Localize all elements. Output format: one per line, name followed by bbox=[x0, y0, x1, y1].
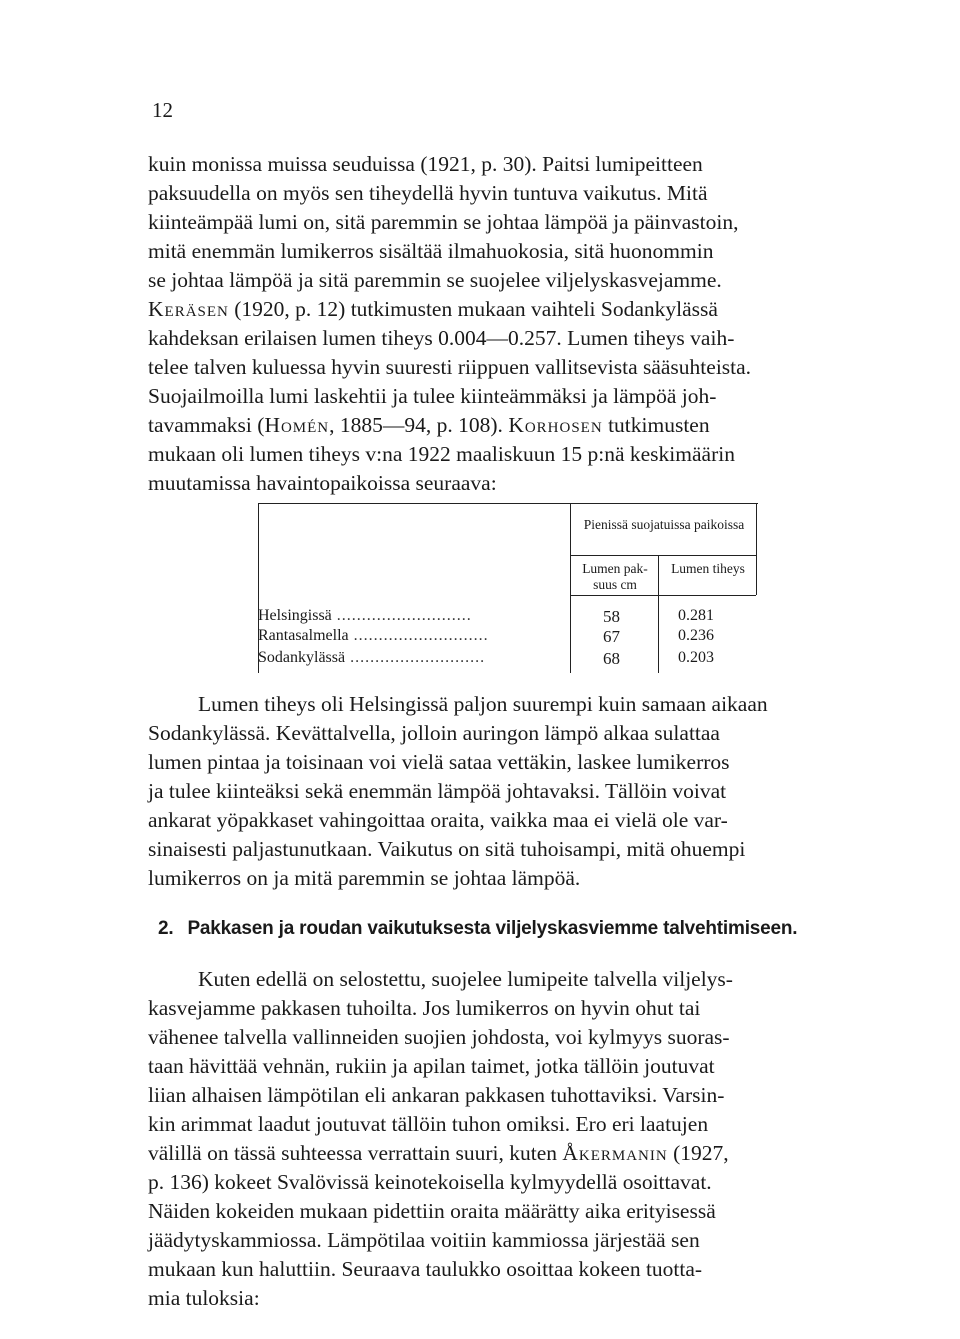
text-line bbox=[148, 295, 860, 324]
text-span: välillä on tässä suhteessa verrattain suuri, kuten bbox=[148, 1141, 563, 1165]
snow-density: 0.203 bbox=[678, 649, 714, 666]
paragraph-2 bbox=[148, 690, 860, 893]
text-line: p. 136) kokeet Svalövissä keinotekoisella kylmyydellä osoittavat. bbox=[148, 1170, 712, 1194]
table-top-rule bbox=[258, 503, 758, 504]
table-row: Sodankylässä ........................... 68 0.203 bbox=[258, 649, 758, 667]
table-header-rule bbox=[570, 595, 756, 596]
snow-density: 0.236 bbox=[678, 627, 714, 644]
author-name: Keräsen bbox=[148, 297, 229, 321]
text-line bbox=[148, 411, 860, 440]
table-group-header: Pienissä suojatuissa paikoissa bbox=[583, 517, 745, 532]
text-line: Suojailmoilla lumi laskehtii ja tulee kiinteämmäksi ja lämpöä joh- bbox=[148, 384, 717, 408]
text-line: Näiden kokeiden mukaan pidettiin oraita määrätty aika erityisessä bbox=[148, 1199, 716, 1223]
text-line: vähenee talvella vallinneiden suojien johdosta, voi kylmyys suoras- bbox=[148, 1025, 730, 1049]
text-span: tavammaksi ( bbox=[148, 413, 265, 437]
text-line: mia tuloksia: bbox=[148, 1286, 260, 1310]
text-line: kin arimmat laadut joutuvat tällöin tuhon omiksi. Ero eri laatujen bbox=[148, 1112, 709, 1136]
table-header-rule bbox=[570, 555, 756, 556]
text-line: Lumen tiheys oli Helsingissä paljon suurempi kuin samaan aikaan bbox=[198, 692, 768, 716]
place-name: Rantasalmella bbox=[258, 627, 349, 644]
text-line: kasvejamme pakkasen tuhoilta. Jos lumikerros on hyvin ohut tai bbox=[148, 996, 701, 1020]
text-line: lumikerros on ja mitä paremmin se johtaa lämpöä. bbox=[148, 866, 581, 890]
text-line: telee talven kuluessa hyvin suuresti riippuen vallitsevista sääsuhteista. bbox=[148, 355, 752, 379]
text-line: Kuten edellä on selostettu, suojelee lumipeite talvella viljelys- bbox=[198, 967, 733, 991]
section-heading bbox=[158, 918, 858, 940]
paragraph-1 bbox=[148, 150, 860, 498]
text-line: sinaisesti paljastunutkaan. Vaikutus on sitä tuhoisampi, mitä ohuempi bbox=[148, 837, 746, 861]
text-span: (1927, bbox=[667, 1141, 729, 1165]
text-line: kiinteämpää lumi on, sitä paremmin se johtaa lämpöä ja päinvastoin, bbox=[148, 210, 739, 234]
snow-density: 0.281 bbox=[678, 607, 714, 624]
author-name: Homén bbox=[264, 413, 330, 437]
table-right-rule bbox=[756, 503, 757, 595]
text-span: , 1885—94, p. 108). bbox=[329, 413, 509, 437]
text-line: kuin monissa muissa seuduissa (1921, p. 30). Paitsi lumipeitteen bbox=[148, 152, 703, 176]
text-line: jäädytyskammiossa. Lämpötilaa voitiin kammiossa järjestää sen bbox=[148, 1228, 700, 1252]
text-line: mitä enemmän lumikerros sisältää ilmahuokosia, sitä huonommin bbox=[148, 239, 714, 263]
text-line: kahdeksan erilaisen lumen tiheys 0.004—0.257. Lumen tiheys vaih- bbox=[148, 326, 735, 350]
text-line: liian alhaisen lämpötilan eli ankaran pakkasen tuhottaviksi. Varsin- bbox=[148, 1083, 725, 1107]
snow-density-table bbox=[258, 503, 758, 673]
text-line: ja tulee kiinteäksi sekä enemmän lämpöä johtavaksi. Tällöin voivat bbox=[148, 779, 727, 803]
text-line: se johtaa lämpöä ja sitä paremmin se suojelee viljelyskasvejamme. bbox=[148, 268, 722, 292]
author-name: Åkermanin bbox=[562, 1141, 668, 1165]
place-name: Helsingissä bbox=[258, 607, 332, 624]
text-line: taan hävittää vehnän, rukiin ja apilan taimet, jotka tällöin joutuvat bbox=[148, 1054, 715, 1078]
author-name: Korhosen bbox=[508, 413, 603, 437]
snow-depth: 67 bbox=[603, 627, 620, 646]
table-col-header-depth: Lumen pak-suus cm bbox=[582, 561, 648, 592]
text-line: mukaan oli lumen tiheys v:na 1922 maaliskuun 15 p:nä keskimäärin bbox=[148, 442, 735, 466]
snow-depth: 58 bbox=[603, 607, 620, 626]
section-title: Pakkasen ja roudan vaikutuksesta viljelyskasviemme talvehtimiseen. bbox=[187, 918, 798, 939]
text-line: paksuudella on myös sen tiheydellä hyvin tuntuva vaikutus. Mitä bbox=[148, 181, 708, 205]
section-number: 2. bbox=[158, 918, 174, 939]
table-row: Helsingissä ........................... 58 0.281 bbox=[258, 607, 758, 625]
table-col-rule bbox=[570, 503, 571, 673]
text-line bbox=[148, 1139, 860, 1168]
text-line: lumen pintaa ja toisinaan voi vielä sataa vettäkin, laskee lumikerros bbox=[148, 750, 730, 774]
page-number: 12 bbox=[152, 98, 173, 122]
table-left-rule bbox=[258, 503, 259, 673]
paragraph-3 bbox=[148, 965, 860, 1313]
table-col-header-density: Lumen tiheys bbox=[671, 561, 745, 576]
text-line: ankarat yöpakkaset vahingoittaa oraita, vaikka maa ei vielä ole var- bbox=[148, 808, 728, 832]
place-name: Sodankylässä bbox=[258, 649, 346, 666]
text-span: (1920, p. 12) tutkimusten mukaan vaihteli Sodankylässä bbox=[228, 297, 718, 321]
text-line: mukaan kun haluttiin. Seuraava taulukko osoittaa kokeen tuotta- bbox=[148, 1257, 703, 1281]
text-line: muutamissa havaintopaikoissa seuraava: bbox=[148, 471, 497, 495]
snow-depth: 68 bbox=[603, 649, 620, 668]
text-span: tutkimusten bbox=[602, 413, 710, 437]
table-row: Rantasalmella ........................... 67 0.236 bbox=[258, 627, 758, 645]
text-line: Sodankylässä. Kevättalvella, jolloin auringon lämpö alkaa sulattaa bbox=[148, 721, 720, 745]
